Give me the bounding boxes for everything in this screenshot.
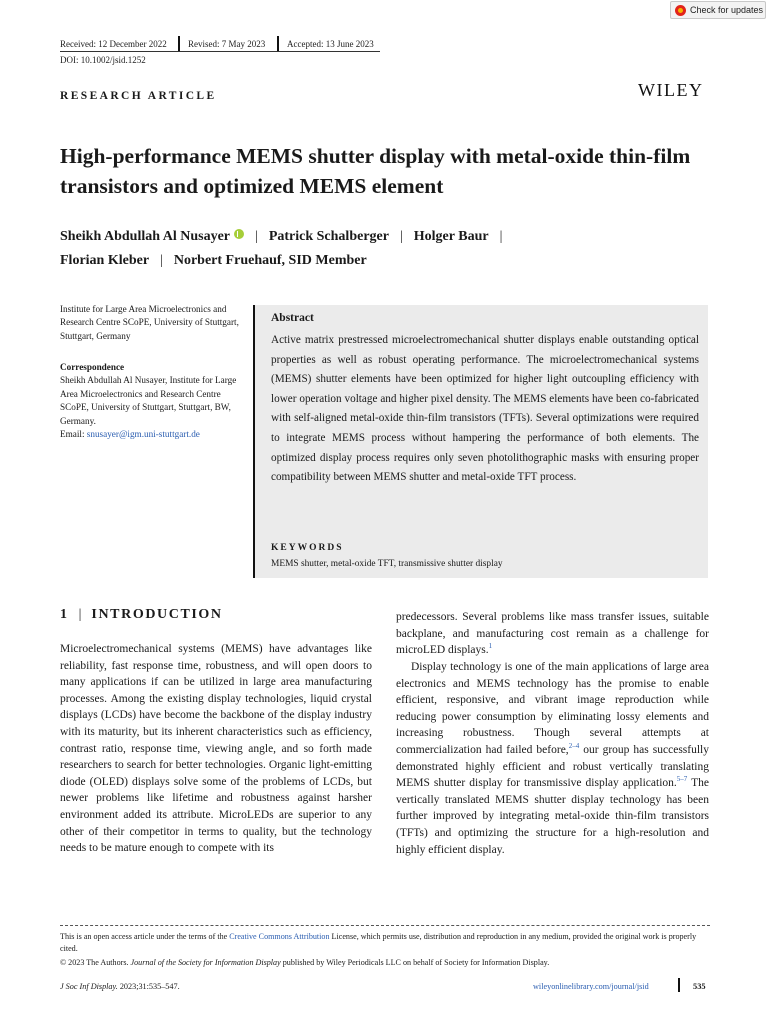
section-number: 1	[60, 607, 69, 622]
license-note	[60, 931, 710, 956]
journal-url-link[interactable]: wileyonlinelibrary.com/journal/jsid	[533, 982, 649, 991]
article-title: High-performance MEMS shutter display with metal-oxide thin-film transistors and optimized MEMS element	[60, 144, 691, 198]
page-divider	[678, 978, 680, 992]
publisher-logo: WILEY	[638, 80, 704, 100]
body-paragraph	[396, 609, 709, 659]
check-for-updates-label: Check for updates	[690, 5, 764, 15]
body-column-left: Microelectromechanical systems (MEMS) have advantages like reliability, fast response time, robustness, and will open doors to many applications if can be utilized in large area manufacturing processes. Among the existing display technologies, liquid crystal displays (LCDs) have become the backbone of the display industry with its maturity, but its inherent characteristics such as efficiency, contrast ratio, response time, viewing angle, and so forth made researchers to search for better technologies. Organic light-emitting diode (OLED) displays solve some of the problems of LCDs, but newer problems like lifetime and robustness against harsher environment added its attribute. MicroLEDs are superior to any other of their competitor in terms to quality, but the technology needs to be mature enough to compete with its	[60, 643, 372, 855]
author-name[interactable]: Florian Kleber	[60, 253, 150, 268]
check-for-updates-button[interactable]	[670, 1, 766, 19]
paragraph-text: Display technology is one of the main applications of large area electronics and MEMS technology has the promise to enable efficient, responsive, and vibrant image reproduction while reducing power consumption by eliminating lossy elements and increasing robustness. Though several attempts at commercialization had failed before,	[396, 661, 709, 756]
meta-divider	[277, 36, 279, 51]
revised-date: Revised: 7 May 2023	[188, 39, 266, 49]
keywords-heading: KEYWORDS	[271, 543, 344, 553]
correspondence-email-line	[60, 428, 245, 441]
keywords-text: MEMS shutter, metal-oxide TFT, transmissive shutter display	[271, 559, 503, 569]
author-name[interactable]: Holger Baur	[413, 229, 489, 244]
citation-ref[interactable]: 1	[488, 642, 493, 651]
author-name[interactable]: Norbert Fruehauf, SID Member	[173, 253, 367, 268]
abstract-heading: Abstract	[271, 312, 314, 324]
crossmark-icon	[675, 5, 686, 16]
paragraph-text: predecessors. Several problems like mass transfer issues, suitable backplane, and manufacturing cost remain as a challenge for microLED displays.	[396, 611, 709, 657]
email-link[interactable]: snusayer@igm.uni-stuttgart.de	[86, 429, 200, 440]
author-separator: |	[399, 229, 403, 244]
author-separator: |	[255, 229, 258, 244]
authors-line-2	[60, 253, 367, 269]
copyright-note	[60, 957, 710, 969]
section-title: INTRODUCTION	[91, 607, 223, 622]
correspondence-heading: Correspondence	[60, 362, 125, 372]
paragraph-text: The vertically translated MEMS shutter display technology has been further improved by integrating metal-oxide thin-film transistors (TFTs) and optimizing the structure for a high-resolution and highly efficient display.	[396, 777, 710, 856]
authors-line-1	[60, 229, 513, 245]
meta-divider	[178, 36, 180, 51]
license-text: This is an open access article under the terms of the	[60, 932, 230, 941]
abstract-text: Active matrix prestressed microelectromechanical shutter displays enable outstanding optical properties as well as robust operating performance. The microelectromechanical systems (MEMS) shutter elements have been optimized for higher light outcoupling efficiency with lower operation voltage and higher pixel density. The MEMS elements have been co-fabricated with self-aligned metal-oxide thin-film transistors (TFTs). Several optimizations were required to integrate MEMS process without hampering the performance of both elements. The optimized display process requires only seven photolithographic masks with ensuring proper compatibility between MEMS shutter and metal-oxide TFT process.	[271, 334, 699, 484]
correspondence	[60, 361, 245, 441]
orcid-icon[interactable]	[234, 229, 244, 239]
copyright-text: published by Wiley Periodicals LLC on behalf of Society for Information Display.	[280, 958, 550, 967]
paragraph-text: our group has successfully demonstrated highly efficient and robust vertically translating MEMS shutter display for transmissive display application.	[396, 743, 709, 790]
doi[interactable]: DOI: 10.1002/jsid.1252	[60, 55, 146, 65]
license-text: License, which permits use, distribution and reproduction in any medium, provided the original work is properly cited.	[60, 932, 697, 954]
email-label: Email:	[60, 429, 85, 440]
author-name[interactable]: Sheikh Abdullah Al Nusayer	[60, 229, 231, 244]
affiliation: Institute for Large Area Microelectronics and Research Centre SCoPE, University of Stuttgart, Stuttgart, Germany	[60, 304, 239, 341]
body-paragraph	[396, 659, 709, 858]
citation-ref[interactable]: 2–4	[568, 742, 580, 751]
footnote-rule	[60, 925, 710, 926]
page-number: 535	[693, 982, 706, 991]
correspondence-text: Sheikh Abdullah Al Nusayer, Institute for Large Area Microelectronics and Research Centre SCoPE, University of Stuttgart, Stuttgart, BW, Germany.	[60, 375, 237, 426]
section-heading	[60, 607, 223, 623]
article-type: RESEARCH ARTICLE	[60, 90, 217, 102]
section-separator: |	[78, 607, 82, 622]
author-separator: |	[160, 253, 163, 268]
journal-volume: 2023;31:535–547.	[117, 982, 180, 991]
journal-abbrev: J Soc Inf Display.	[60, 982, 118, 991]
accepted-date: Accepted: 13 June 2023	[287, 39, 374, 49]
citation-ref[interactable]: 5–7	[676, 775, 688, 784]
author-name[interactable]: Patrick Schalberger	[268, 229, 389, 244]
journal-reference	[60, 982, 180, 991]
abstract-rule	[253, 305, 255, 578]
meta-rule	[60, 51, 380, 52]
author-separator: |	[499, 229, 503, 244]
copyright-journal: Journal of the Society for Information Display	[130, 958, 281, 967]
received-date: Received: 12 December 2022	[60, 39, 167, 49]
copyright-text: © 2023 The Authors.	[60, 958, 131, 967]
license-link[interactable]: Creative Commons Attribution	[229, 932, 330, 941]
